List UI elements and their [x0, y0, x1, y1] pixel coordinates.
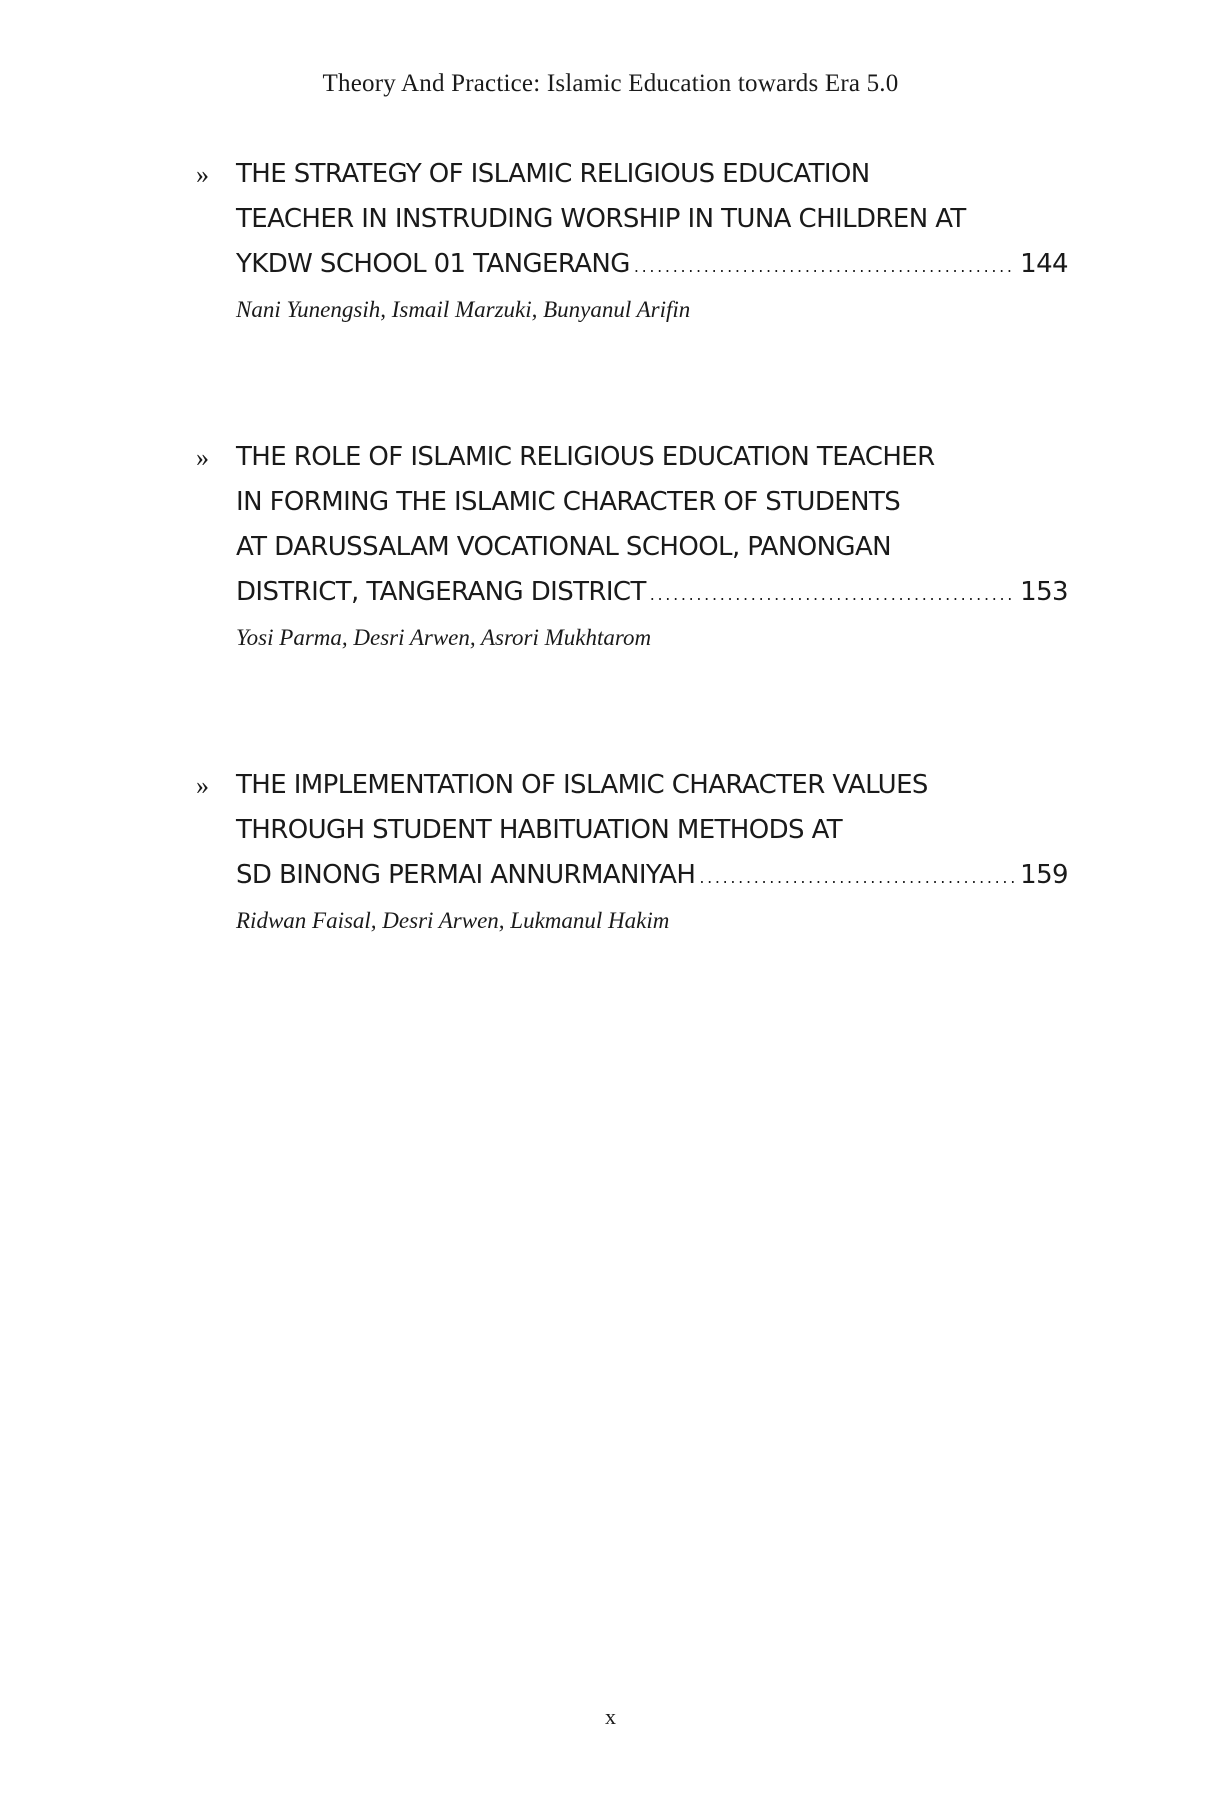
dot-leader	[699, 855, 1016, 900]
toc-entry-authors: Yosi Parma, Desri Arwen, Asrori Mukhtarom	[236, 625, 652, 650]
page-number-footer: x	[605, 1704, 616, 1729]
bullet-marker: »	[196, 771, 209, 800]
toc-entry-title-line: SD BINONG PERMAI ANNURMANIYAH	[236, 860, 696, 890]
bullet-marker: »	[196, 160, 209, 189]
dot-leader	[650, 572, 1016, 617]
toc-entry-authors: Ridwan Faisal, Desri Arwen, Lukmanul Hakim	[236, 908, 670, 933]
toc-entry-title-line: IN FORMING THE ISLAMIC CHARACTER OF STUDENTS	[236, 487, 901, 517]
toc-entry-title-last-line	[236, 570, 1068, 617]
toc-entry[interactable]	[196, 435, 1068, 653]
toc-entry-page-number: 144	[1020, 249, 1068, 279]
toc-entry-title-line: THE STRATEGY OF ISLAMIC RELIGIOUS EDUCATION	[236, 159, 870, 189]
toc-entry-title-line: THE ROLE OF ISLAMIC RELIGIOUS EDUCATION TEACHER	[236, 442, 935, 472]
running-header: Theory And Practice: Islamic Education towards Era 5.0	[322, 70, 899, 97]
toc-entry-title-last-line	[236, 853, 1068, 900]
toc-entry-page-number: 153	[1020, 577, 1068, 607]
toc-entry-title-line: TEACHER IN INSTRUDING WORSHIP IN TUNA CHILDREN AT	[236, 204, 966, 234]
toc-entry[interactable]	[196, 152, 1068, 325]
toc-entry-title-line: AT DARUSSALAM VOCATIONAL SCHOOL, PANONGAN	[236, 532, 892, 562]
toc-entry-page-number: 159	[1020, 860, 1068, 890]
toc-entry-body	[236, 435, 1068, 653]
table-of-contents	[196, 152, 1068, 1046]
toc-entry-title-line: THROUGH STUDENT HABITUATION METHODS AT	[236, 815, 843, 845]
toc-entry-authors: Nani Yunengsih, Ismail Marzuki, Bunyanul Arifin	[236, 297, 691, 322]
toc-entry-body	[236, 763, 1068, 936]
toc-entry-title-line: DISTRICT, TANGERANG DISTRICT	[236, 577, 646, 607]
toc-entry[interactable]	[196, 763, 1068, 936]
toc-entry-title-last-line	[236, 242, 1068, 289]
toc-entry-title-line: YKDW SCHOOL 01 TANGERANG	[236, 249, 630, 279]
toc-entry-title-line: THE IMPLEMENTATION OF ISLAMIC CHARACTER VALUES	[236, 770, 928, 800]
bullet-marker: »	[196, 443, 209, 472]
dot-leader	[634, 244, 1016, 289]
toc-entry-body	[236, 152, 1068, 325]
